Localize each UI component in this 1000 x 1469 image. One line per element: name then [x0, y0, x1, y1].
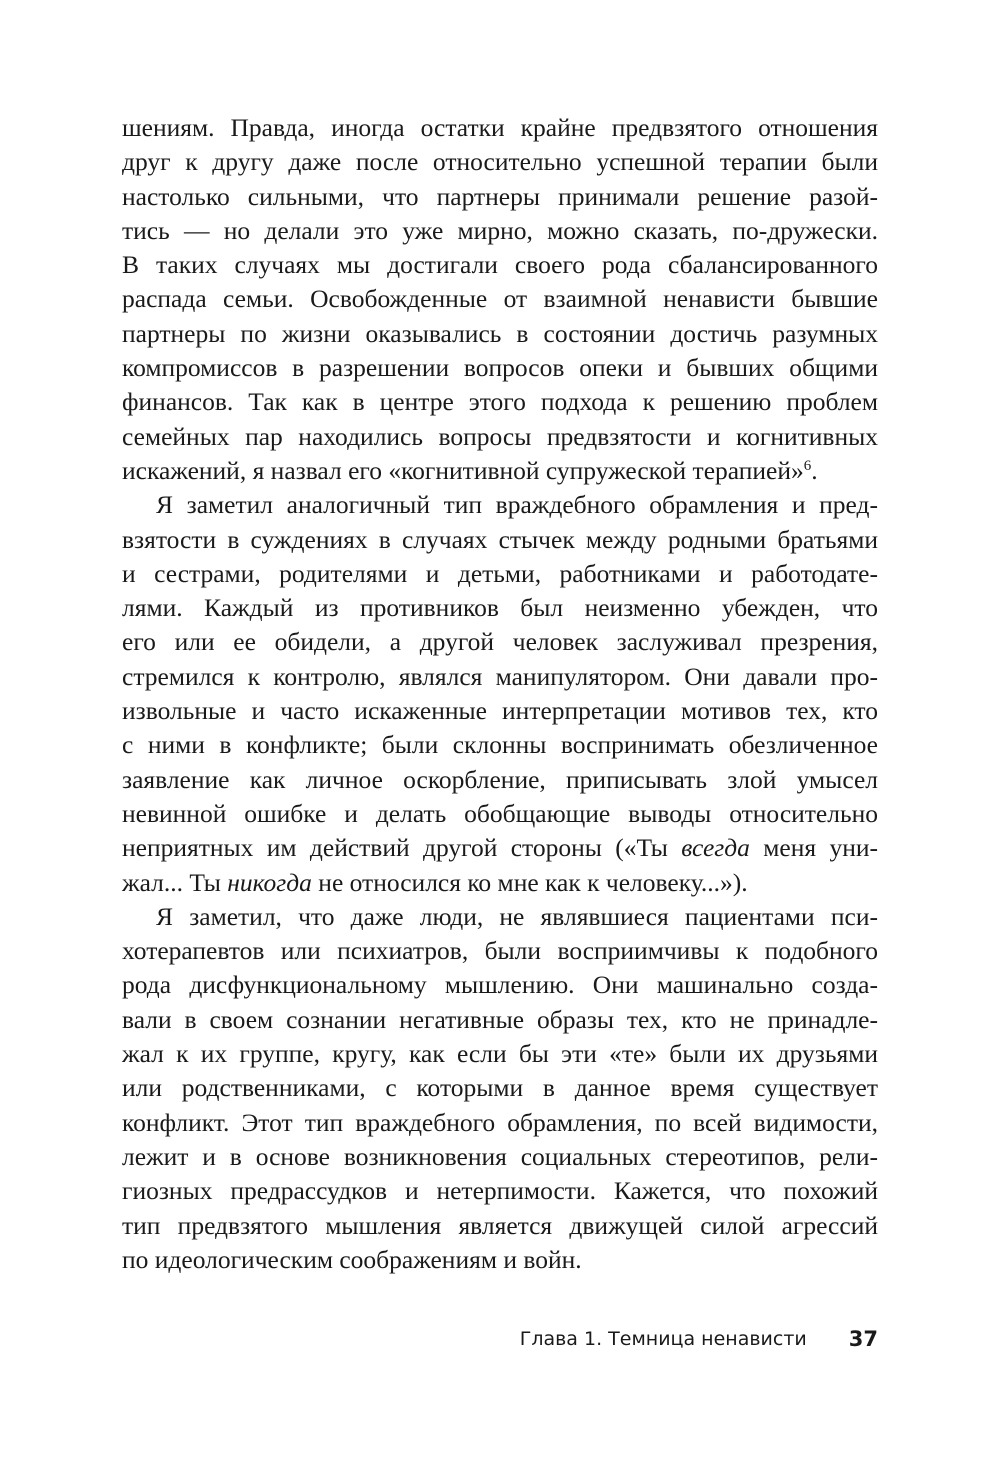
text-line: шениям. Правда, иногда остатки крайне предвзятого отношения — [122, 113, 878, 142]
text-segment: меня уни- — [749, 833, 878, 863]
text-line: семейных пар находились вопросы предвзятости и когнитивных — [122, 421, 878, 451]
text-segment: не относился ко мне как к человеку...»). — [311, 867, 748, 897]
text-segment: жал... Ты — [122, 867, 228, 897]
text-line: с ними в конфликте; были склонны воспринимать обезличенное — [122, 730, 878, 760]
text-line: финансов. Так как в центре этого подхода к решению проблем — [122, 387, 878, 417]
text-line: и сестрами, родителями и детьми, работниками и работодате- — [122, 558, 878, 588]
text-segment: . — [811, 455, 818, 485]
text-line: жал к их группе, кругу, как если бы эти «те» были их друзьями — [122, 1039, 878, 1069]
text-line: или родственниками, с которыми в данное время существует — [122, 1073, 878, 1103]
text-line: извольные и часто искаженные интерпретации мотивов тех, кто — [122, 696, 878, 726]
text-line: рода дисфункциональному мышлению. Они машинально созда- — [122, 970, 878, 1000]
text-line: лежит и в основе возникновения социальных стереотипов, рели- — [122, 1141, 878, 1171]
text-line: Я заметил, что даже люди, не являвшиеся пациентами пси- — [156, 901, 878, 931]
text-line — [122, 866, 878, 900]
text-line: В таких случаях мы достигали своего рода сбалансированного — [122, 250, 878, 280]
text-line: настолько сильными, что партнеры принимали решение разой- — [122, 181, 878, 211]
text-line — [122, 831, 878, 865]
text-line: хотерапевтов или психиатров, были восприимчивы к подобного — [122, 936, 878, 966]
text-line: тип предвзятого мышления является движущей силой агрессий — [122, 1210, 878, 1240]
text-line: вали в своем сознании негативные образы тех, кто не принадле- — [122, 1004, 878, 1034]
text-line: лями. Каждый из противников был неизменно убежден, что — [122, 593, 878, 623]
text-line: конфликт. Этот тип враждебного обрамления, по всей видимости, — [122, 1107, 878, 1137]
text-line: компромиссов в разрешении вопросов опеки и бывших общими — [122, 353, 878, 383]
text-line: его или ее обидели, а другой человек заслуживал презрения, — [122, 627, 878, 657]
text-line: партнеры по жизни оказывались в состоянии достичь разумных — [122, 318, 878, 348]
text-line: Я заметил аналогичный тип враждебного обрамления и пред- — [156, 490, 878, 520]
text-line: друг к другу даже после относительно успешной терапии были — [122, 147, 878, 177]
text-segment: неприятных им действий другой стороны («Ты — [122, 833, 682, 863]
footnote-reference[interactable]: 6 — [803, 457, 812, 474]
body-text — [122, 111, 878, 1277]
page-footer — [500, 1322, 878, 1356]
text-line — [122, 454, 878, 488]
emphasis: никогда — [227, 867, 312, 897]
text-line: заявление как личное оскорбление, приписывать злой умысел — [122, 764, 878, 794]
text-line: распада семьи. Освобожденные от взаимной ненависти бывшие — [122, 284, 878, 314]
emphasis: всегда — [681, 833, 750, 863]
text-line: гиозных предрассудков и нетерпимости. Кажется, что похожий — [122, 1176, 878, 1206]
text-line: взятости в суждениях в случаях стычек между родными братьями — [122, 524, 878, 554]
text-line: тись — но делали это уже мирно, можно сказать, по-дружески. — [122, 215, 878, 245]
running-head: Глава 1. Темница ненависти — [519, 1328, 807, 1350]
text-segment: искажений, я назвал его «когнитивной супружеской терапией» — [122, 455, 804, 485]
text-line: невинной ошибке и делать обобщающие выводы относительно — [122, 798, 878, 828]
page-number: 37 — [848, 1327, 878, 1351]
text-line: по идеологическим соображениям и войн. — [122, 1244, 582, 1274]
text-line: стремился к контролю, являлся манипулятором. Они давали про- — [122, 661, 878, 691]
